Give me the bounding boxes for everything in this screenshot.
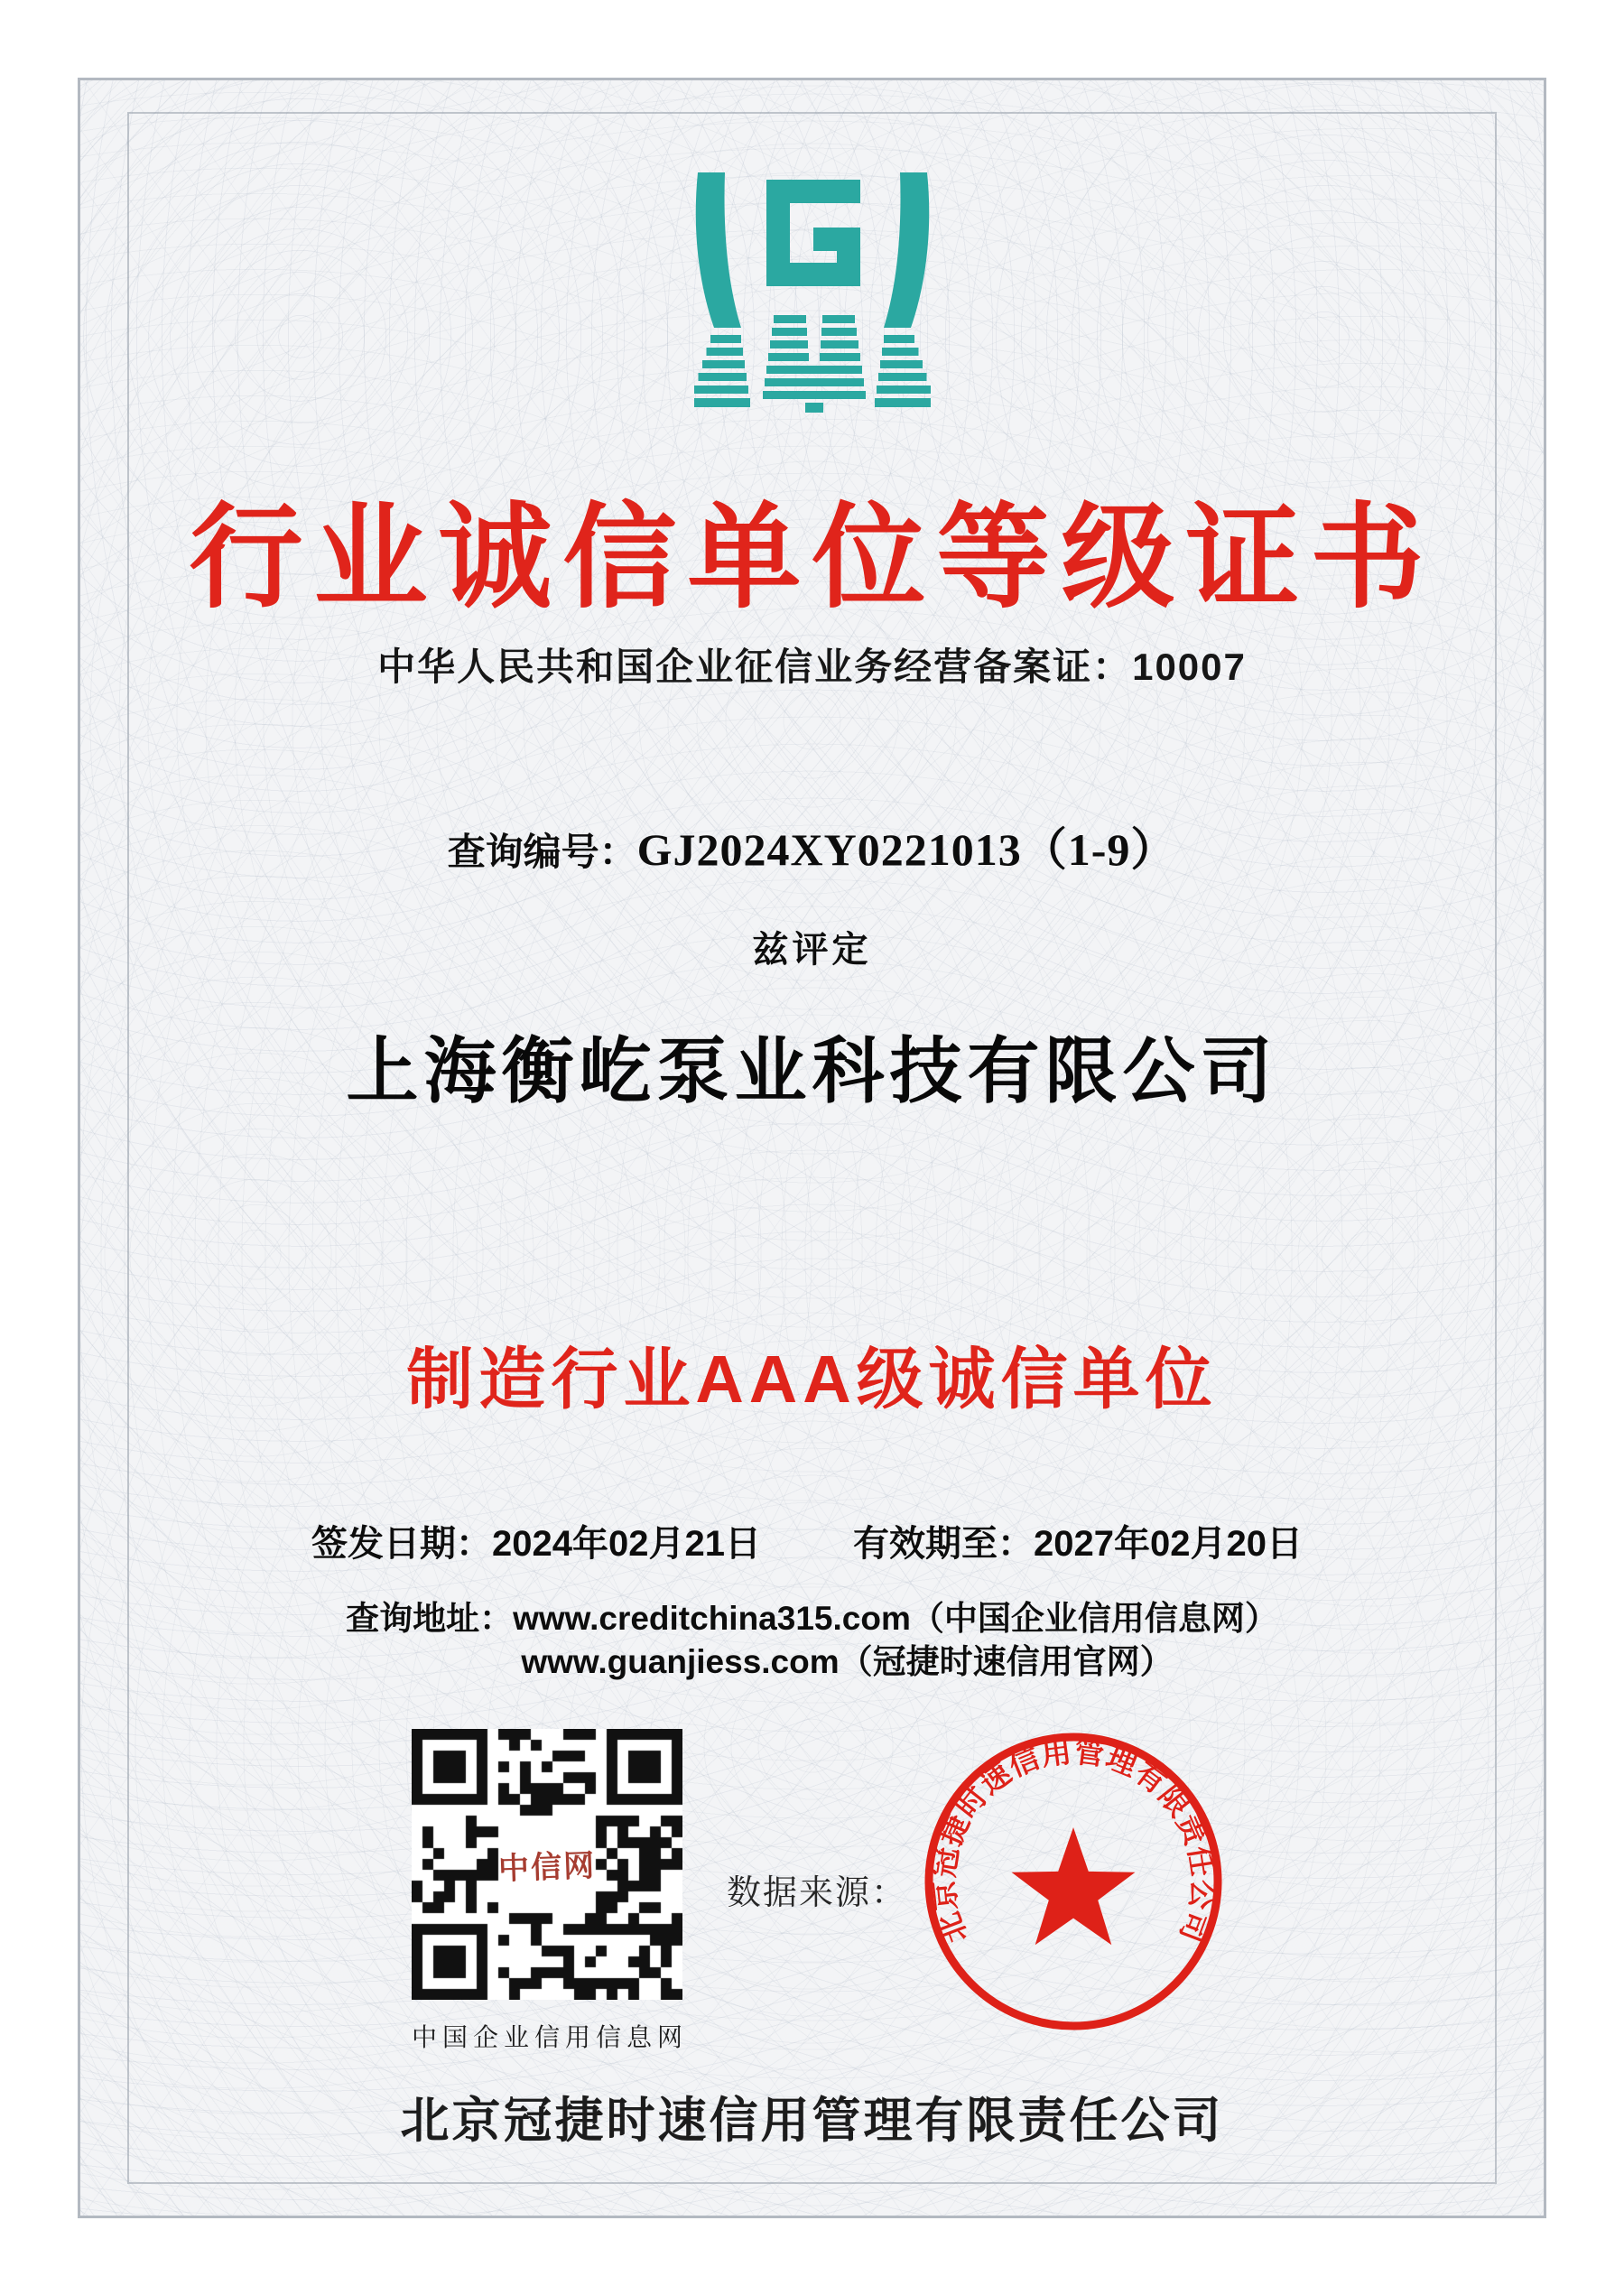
rating-title: 制造行业AAA级诚信单位 [406,1342,1218,1417]
dates-row [80,1515,1544,1564]
query-site-label: 查询地址： [346,1600,514,1637]
issue-date-value: 2024年02月21日 [492,1524,761,1564]
valid-until-label: 有效期至： [853,1524,1034,1564]
star-icon [1012,1827,1136,1945]
valid-until-value: 2027年02月20日 [1034,1524,1303,1564]
company-name: 上海衡屹泵业科技有限公司 [346,1028,1278,1113]
logo-graphic-icon [694,172,931,413]
query-site-url-2: www.guanjiess.com（冠捷时速信用官网） [521,1643,1174,1680]
certificate-body [78,78,1546,2218]
seal-arc-text: 北京冠捷时速信用管理有限责任公司 [925,1733,1221,1948]
data-source-label: 数据来源： [727,1872,908,1912]
qr-caption: 中国企业信用信息网 [412,2022,689,2052]
issue-date-label: 签发日期： [311,1524,492,1564]
query-number-value: GJ2024XY0221013（1-9） [636,824,1177,875]
official-seal [920,1728,1227,2035]
valid-until-date [853,1515,1303,1566]
issue-date [311,1515,761,1566]
query-number-label: 查询编号： [447,831,637,873]
qr-code [412,1729,682,2000]
filing-number-line: 中华人民共和国企业征信业务经营备案证：10007 [377,646,1247,688]
query-site-line-1 [80,1591,1544,1640]
query-site-line-2 [116,1634,1579,1683]
query-site-url-1: www.creditchina315.com（中国企业信用信息网） [513,1600,1278,1637]
issuer-name: 北京冠捷时速信用管理有限责任公司 [400,2094,1224,2148]
issuer-logo-icon [694,172,931,413]
hereby-text: 兹评定 [752,930,872,970]
qr-center-label: 中信网 [497,1847,597,1888]
certificate-title: 行业诚信单位等级证书 [189,494,1435,621]
query-number-line [80,813,1544,878]
